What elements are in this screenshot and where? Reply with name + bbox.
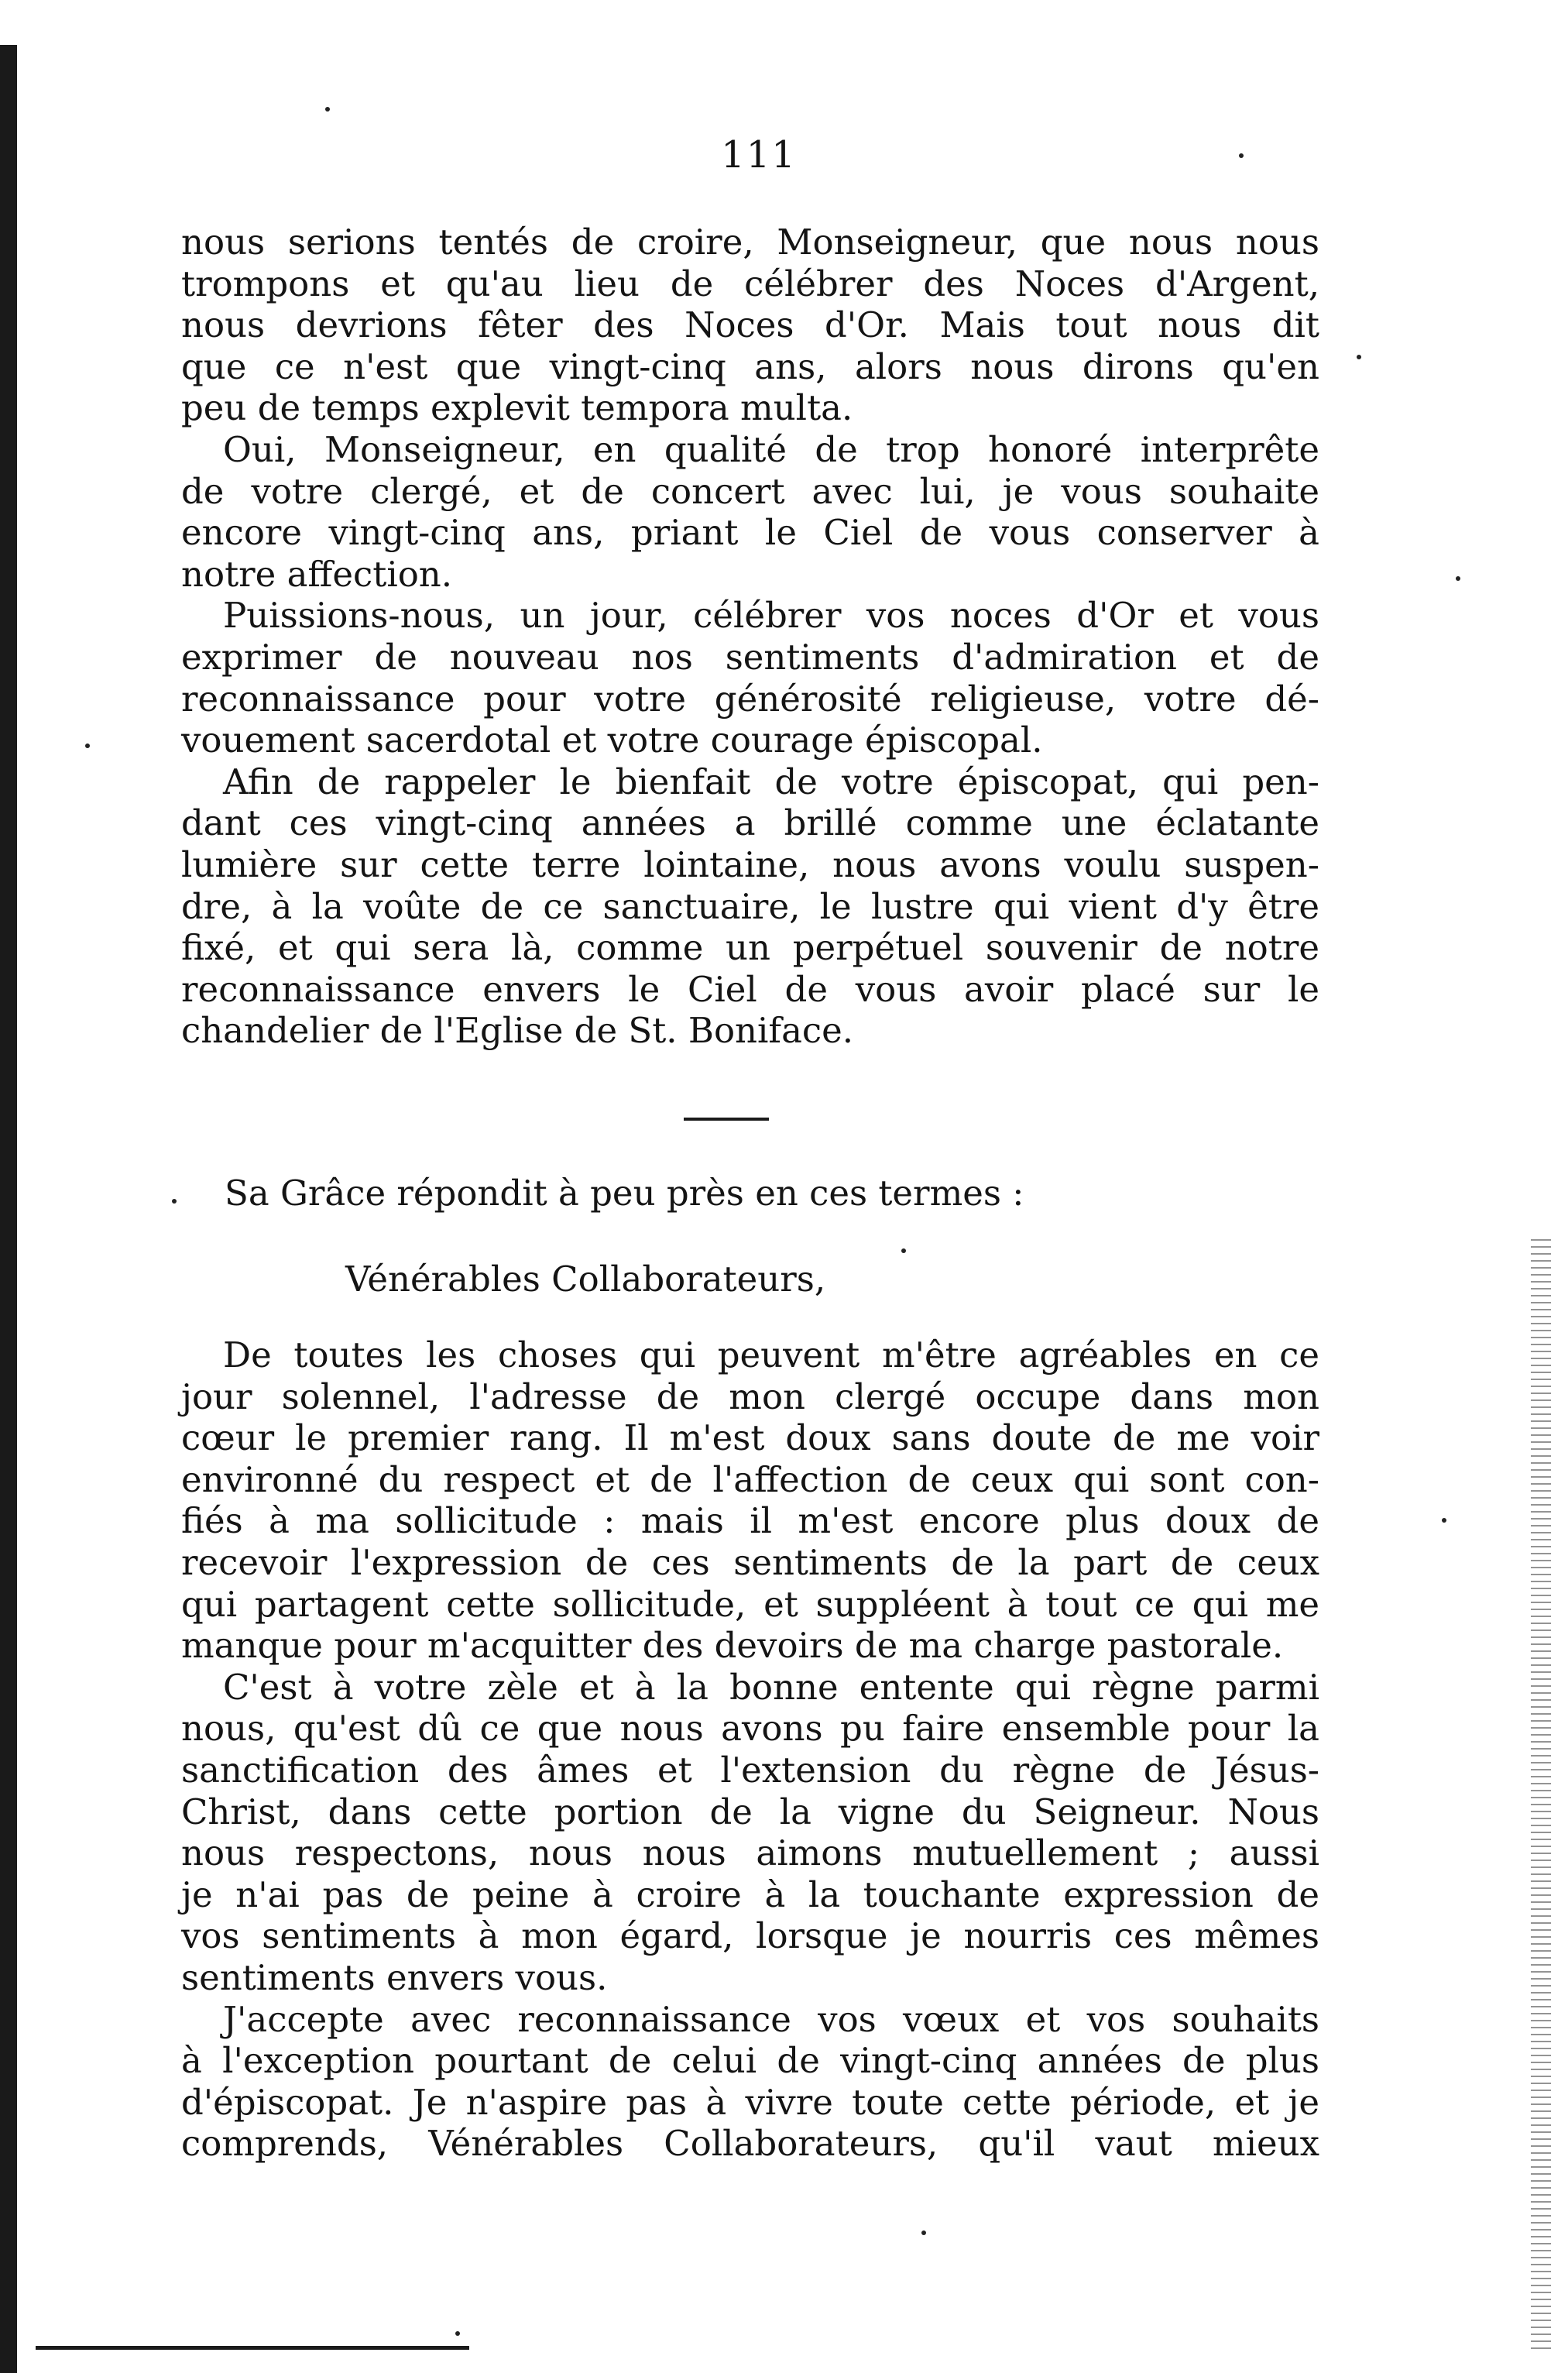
text-line: jour solennel, l'adresse de mon clergé occupe dans mon [181, 1375, 1319, 1417]
text-line: chandelier de l'Eglise de St. Boniface. [181, 1010, 854, 1052]
scan-speck [455, 2331, 460, 2336]
text-line: de votre clergé, et de concert avec lui, je vous souhaite [181, 470, 1319, 512]
text-line: environné du respect et de l'affection de ceux qui sont con- [181, 1458, 1319, 1500]
text-line: manque pour m'acquitter des devoirs de ma charge pastorale. [181, 1625, 1284, 1667]
scan-margin-noise [1531, 1239, 1551, 2354]
text-line: d'épiscopat. Je n'aspire pas à vivre toute cette période, et je [181, 2081, 1319, 2123]
scan-speck [901, 1248, 906, 1253]
text-line: trompons et qu'au lieu de célébrer des Noces d'Argent, [181, 263, 1319, 304]
text-line: sanctification des âmes et l'extension du règne de Jésus- [181, 1749, 1319, 1791]
text-line: comprends, Vénérables Collaborateurs, qu'il vaut mieux [181, 2123, 1319, 2165]
page-number: 111 [721, 133, 797, 177]
reply-text [181, 1334, 1319, 2165]
scan-speck [1456, 576, 1460, 581]
text-line: encore vingt-cinq ans, priant le Ciel de vous conserver à [181, 512, 1319, 554]
text-line: nous serions tentés de croire, Monseigneur, que nous nous [181, 222, 1319, 263]
text-line: que ce n'est que vingt-cinq ans, alors nous dirons qu'en [181, 345, 1319, 387]
scan-binding-edge [0, 45, 17, 2373]
scan-bottom-edge [36, 2346, 469, 2350]
text-line: fixé, et qui sera là, comme un perpétuel souvenir de notre [181, 927, 1319, 969]
text-line: dre, à la voûte de ce sanctuaire, le lustre qui vient d'y être [181, 885, 1319, 927]
text-line: De toutes les choses qui peuvent m'être agréables en ce [223, 1334, 1319, 1375]
text-line: peu de temps explevit tempora multa. [181, 387, 853, 429]
scan-speck [921, 2230, 926, 2235]
text-line: à l'exception pourtant de celui de vingt-cinq années de plus [181, 2040, 1319, 2082]
text-line: notre affection. [181, 553, 453, 595]
scan-speck [172, 1199, 177, 1204]
address-text [181, 222, 1319, 1052]
text-line: sentiments envers vous. [181, 1956, 608, 1998]
reply-salutation: Vénérables Collaborateurs, [345, 1259, 826, 1300]
text-line: reconnaissance envers le Ciel de vous avoir placé sur le [181, 968, 1319, 1010]
text-line: nous, qu'est dû ce que nous avons pu faire ensemble pour la [181, 1708, 1319, 1750]
text-line: vouement sacerdotal et votre courage épiscopal. [181, 719, 1043, 761]
text-line: exprimer de nouveau nos sentiments d'admiration et de [181, 636, 1319, 678]
text-line: Afin de rappeler le bienfait de votre épiscopat, qui pen- [223, 761, 1319, 802]
text-line: nous respectons, nous nous aimons mutuellement ; aussi [181, 1832, 1319, 1874]
text-line: lumière sur cette terre lointaine, nous avons voulu suspen- [181, 843, 1319, 885]
text-line: nous devrions fêter des Noces d'Or. Mais tout nous dit [181, 304, 1319, 346]
scan-speck [85, 743, 90, 748]
text-line: recevoir l'expression de ces sentiments de la part de ceux [181, 1541, 1319, 1583]
scan-speck [1442, 1518, 1446, 1523]
scan-speck [325, 107, 330, 112]
text-line: dant ces vingt-cinq années a brillé comme une éclatante [181, 802, 1319, 844]
text-line: qui partagent cette sollicitude, et suppléent à tout ce qui me [181, 1583, 1319, 1625]
text-line: C'est à votre zèle et à la bonne entente qui règne parmi [223, 1666, 1319, 1708]
text-line: je n'ai pas de peine à croire à la touchante expression de [181, 1873, 1319, 1915]
text-line: J'accepte avec reconnaissance vos vœux et vos souhaits [223, 1998, 1319, 2040]
text-line: reconnaissance pour votre générosité religieuse, votre dé- [181, 678, 1319, 719]
text-line: cœur le premier rang. Il m'est doux sans doute de me voir [181, 1417, 1319, 1459]
section-divider [684, 1118, 769, 1121]
text-line: Puissions-nous, un jour, célébrer vos noces d'Or et vous [223, 595, 1319, 637]
scan-speck [1357, 355, 1361, 359]
text-line: fiés à ma sollicitude : mais il m'est encore plus doux de [181, 1500, 1319, 1542]
text-line: Christ, dans cette portion de la vigne du Seigneur. Nous [181, 1791, 1319, 1832]
reply-intro: Sa Grâce répondit à peu près en ces termes : [225, 1173, 1024, 1214]
text-line: vos sentiments à mon égard, lorsque je nourris ces mêmes [181, 1915, 1319, 1957]
text-line: Oui, Monseigneur, en qualité de trop honoré interprête [223, 428, 1319, 470]
